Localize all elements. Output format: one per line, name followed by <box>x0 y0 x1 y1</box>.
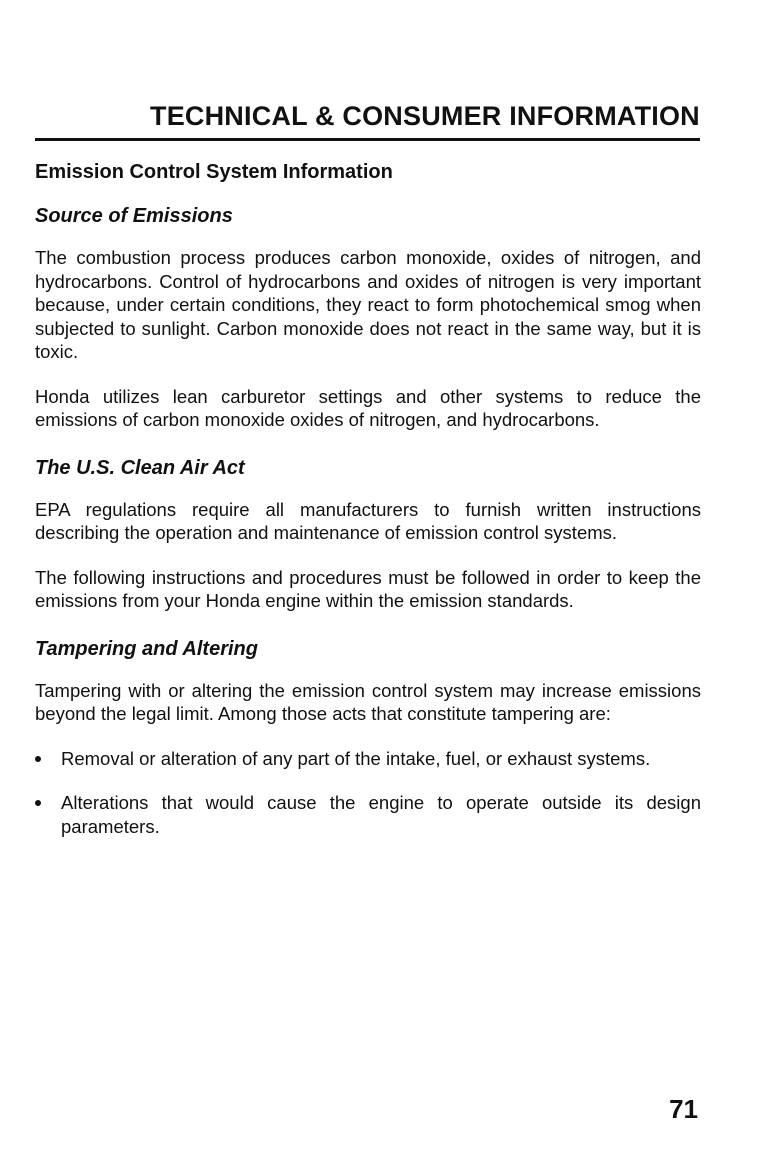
bullet-icon <box>35 800 41 806</box>
section-heading: Emission Control System Information <box>35 161 393 183</box>
subheading-tampering: Tampering and Altering <box>35 637 258 660</box>
page-number: 71 <box>669 1094 698 1124</box>
paragraph-honda-carburetor: Honda utilizes lean carburetor settings and other systems to reduce the emissions of carbon monoxide oxides of nitrogen, and hydrocarbons. <box>35 385 701 430</box>
paragraph-combustion: The combustion process produces carbon monoxide, oxides of nitrogen, and hydrocarbons. Control of hydrocarbons and oxides of nitrogen is very important because, under certain conditions, they react to form photochemical smog when subjected to sunlight. Carbon monoxide does not react in the same way, but it is toxic. <box>35 247 701 362</box>
tampering-list <box>35 747 701 839</box>
paragraph-instructions: The following instructions and procedures must be followed in order to keep the emissions from your Honda engine within the emission standards. <box>35 566 701 611</box>
page-title: TECHNICAL & CONSUMER INFORMATION <box>150 101 700 131</box>
bullet-icon <box>35 756 41 762</box>
subheading-source-of-emissions: Source of Emissions <box>35 205 233 227</box>
list-item <box>35 791 701 838</box>
paragraph-epa-regulations: EPA regulations require all manufacturers to furnish written instructions describing the operation and maintenance of emission control systems. <box>35 498 701 543</box>
title-rule <box>35 138 700 141</box>
list-item <box>35 747 701 771</box>
subheading-clean-air-act: The U.S. Clean Air Act <box>35 456 245 479</box>
paragraph-tampering: Tampering with or altering the emission control system may increase emissions beyond the legal limit. Among those acts that constitute tampering are: <box>35 679 701 724</box>
list-item-text: Removal or alteration of any part of the intake, fuel, or exhaust systems. <box>61 747 651 769</box>
page-content <box>35 157 701 859</box>
list-item-text: Alterations that would cause the engine to operate outside its design parameters. <box>61 792 701 837</box>
